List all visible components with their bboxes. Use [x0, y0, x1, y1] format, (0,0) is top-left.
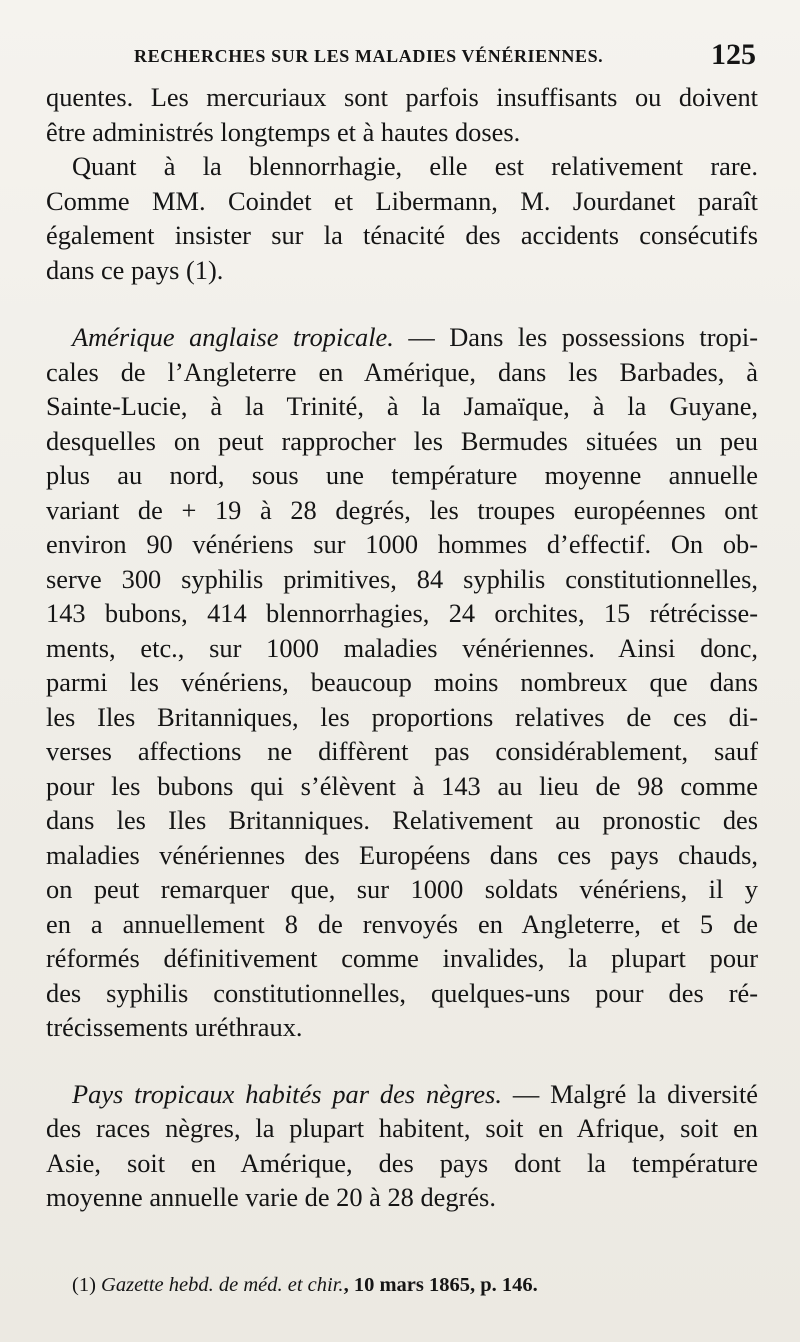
text-line: maladies vénériennes des Européens dans ces pays chauds, [46, 839, 758, 870]
text-line: verses affections ne diffèrent pas considérablement, sauf [46, 736, 758, 766]
text-line: Comme MM. Coindet et Libermann, M. Jourdanet paraît [46, 185, 758, 216]
text-line: Quant à la blennorrhagie, elle est relativement rare. [72, 151, 758, 181]
text-line: 143 bubons, 414 blennorrhagies, 24 orchites, 15 rétrécisse- [46, 598, 758, 628]
text-line: Asie, soit en Amérique, des pays dont la température [46, 1147, 758, 1178]
section-heading: Pays tropicaux habités par des nègres. [72, 1078, 502, 1109]
running-title: RECHERCHES SUR LES MALADIES VÉNÉRIENNES. [134, 46, 604, 66]
footnote-date: , 10 mars 1865, p. 146. [343, 1274, 538, 1296]
text-line: cales de l’Angleterre en Amérique, dans les Barbades, à [46, 356, 758, 387]
running-header [84, 40, 756, 80]
text-line: Sainte-Lucie, à la Trinité, à la Jamaïque, à la Guyane, [46, 391, 758, 421]
text-line: également insister sur la ténacité des accidents consécutifs [46, 220, 758, 250]
text-line: réformés définitivement comme invalides, la plupart pour [46, 943, 758, 973]
text-line: variant de + 19 à 28 degrés, les troupes européennes ont [46, 494, 758, 525]
paragraph-1 [46, 80, 758, 149]
body-text [46, 80, 758, 1215]
heading-continuation: — Dans les possessions tropi- [393, 322, 758, 352]
text-line: environ 90 vénériens sur 1000 hommes d’effectif. On ob- [46, 529, 758, 559]
footnote [72, 1274, 752, 1297]
text-line: serve 300 syphilis primitives, 84 syphilis constitutionnelles, [46, 563, 758, 594]
text-line: plus au nord, sous une température moyenne annuelle [46, 460, 758, 490]
footnote-source: Gazette hebd. de méd. et chir. [101, 1274, 344, 1296]
section-heading-line [46, 320, 758, 355]
text-line: quentes. Les mercuriaux sont parfois insuffisants ou doivent [46, 82, 758, 112]
text-line: dans ce pays (1). [46, 254, 224, 285]
text-line: trécissements uréthraux. [46, 1012, 303, 1042]
text-line: on peut remarquer que, sur 1000 soldats vénériens, il y [46, 874, 758, 904]
footnote-marker: (1) [72, 1274, 96, 1296]
text-line: dans les Iles Britanniques. Relativement au pronostic des [46, 805, 758, 835]
section-heading: Amérique anglaise tropicale. [72, 322, 394, 352]
paragraph-3 [46, 320, 758, 1045]
text-line: en a annuellement 8 de renvoyés en Angleterre, et 5 de [46, 908, 758, 939]
heading-continuation: — Malgré la diversité [501, 1078, 758, 1109]
paragraph-4 [46, 1077, 758, 1215]
text-line: ments, etc., sur 1000 maladies vénériennes. Ainsi donc, [46, 632, 758, 663]
text-line: pour les bubons qui s’élèvent à 143 au lieu de 98 comme [46, 770, 758, 801]
text-line: moyenne annuelle varie de 20 à 28 degrés. [46, 1182, 496, 1212]
paragraph-2 [46, 149, 758, 287]
text-line: les Iles Britanniques, les proportions relatives de ces di- [46, 701, 758, 732]
section-heading-line [46, 1077, 758, 1112]
text-line: des races nègres, la plupart habitent, soit en Afrique, soit en [46, 1113, 758, 1143]
text-line: desquelles on peut rapprocher les Bermudes situées un peu [46, 425, 758, 456]
page-number: 125 [711, 38, 756, 71]
text-line: être administrés longtemps et à hautes doses. [46, 116, 521, 147]
text-line: parmi les vénériens, beaucoup moins nombreux que dans [46, 667, 758, 697]
text-line: des syphilis constitutionnelles, quelques-uns pour des ré- [46, 977, 758, 1008]
